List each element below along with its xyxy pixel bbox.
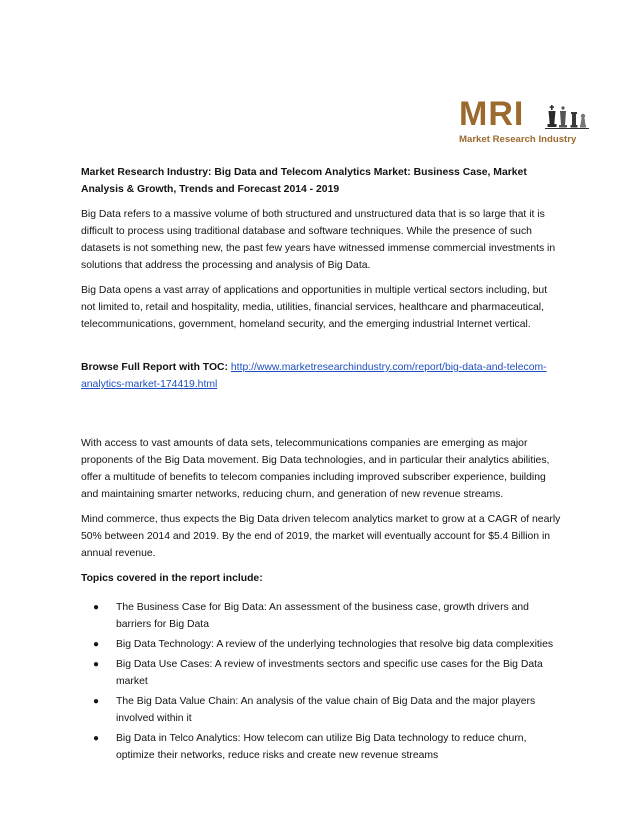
list-item: ● The Big Data Value Chain: An analysis of the value chain of Big Data and the major players involved within it bbox=[81, 693, 563, 727]
bullet-icon: ● bbox=[93, 639, 100, 650]
paragraph-intro: Big Data refers to a massive volume of both structured and unstructured data that is so large that it is difficult to process using traditional database and software techniques. While the presence of such datasets is not something new, the past few years have witnessed immense commercial investments in solutions that address the processing and analysis of Big Data. bbox=[81, 209, 556, 271]
bullet-icon: ● bbox=[93, 659, 100, 670]
company-logo bbox=[459, 97, 594, 153]
chess-pieces-icon bbox=[541, 102, 591, 132]
list-item: ● Big Data Technology: A review of the underlying technologies that resolve big data complexities bbox=[81, 636, 563, 653]
paragraph-applications: Big Data opens a vast array of applications and opportunities in multiple vertical sectors including, but not limited to, retail and hospitality, media, utilities, financial services, healthcare and pharmaceutical, telecommunications, government, homeland security, and the emerging industrial Internet vertical. bbox=[81, 285, 548, 330]
list-item: ● Big Data in Telco Analytics: How telecom can utilize Big Data technology to reduce churn, optimize their networks, reduce risks and create new revenue streams bbox=[81, 730, 563, 764]
topics-list bbox=[81, 599, 563, 764]
bullet-icon: ● bbox=[93, 696, 100, 707]
paragraph-telecom: With access to vast amounts of data sets, telecommunications companies are emerging as major proponents of the Big Data movement. Big Data technologies, and in particular their analytics abilities, offer a multitude of benefits to telecom companies including improved subscriber experience, building and maintaining smarter networks, reducing churn, and generation of new revenue streams. bbox=[81, 438, 550, 500]
document-body bbox=[81, 164, 563, 767]
bullet-icon: ● bbox=[93, 602, 100, 613]
logo-mark: MRI bbox=[459, 95, 525, 133]
browse-label: Browse Full Report with TOC: bbox=[81, 362, 229, 373]
document-title: Market Research Industry: Big Data and Telecom Analytics Market: Business Case, Market Analysis & Growth, Trends and Forecast 2014 - 2019 bbox=[81, 167, 527, 195]
list-item: ● Big Data Use Cases: A review of investments sectors and specific use cases for the Big Data market bbox=[81, 656, 563, 690]
topics-heading: Topics covered in the report include: bbox=[81, 573, 263, 584]
report-link[interactable]: http://www.marketresearchindustry.com/report/big-data-and-telecom-analytics-market-174419.html bbox=[81, 362, 547, 390]
logo-company-name: Market Research Industry bbox=[459, 134, 577, 145]
bullet-icon: ● bbox=[93, 733, 100, 744]
list-item: ● The Business Case for Big Data: An assessment of the business case, growth drivers and barriers for Big Data bbox=[81, 599, 563, 633]
paragraph-forecast: Mind commerce, thus expects the Big Data driven telecom analytics market to grow at a CAGR of nearly 50% between 2014 and 2019. By the end of 2019, the market will eventually account for $5.4 Billion in annual revenue. bbox=[81, 514, 561, 559]
browse-report-line bbox=[81, 359, 563, 393]
